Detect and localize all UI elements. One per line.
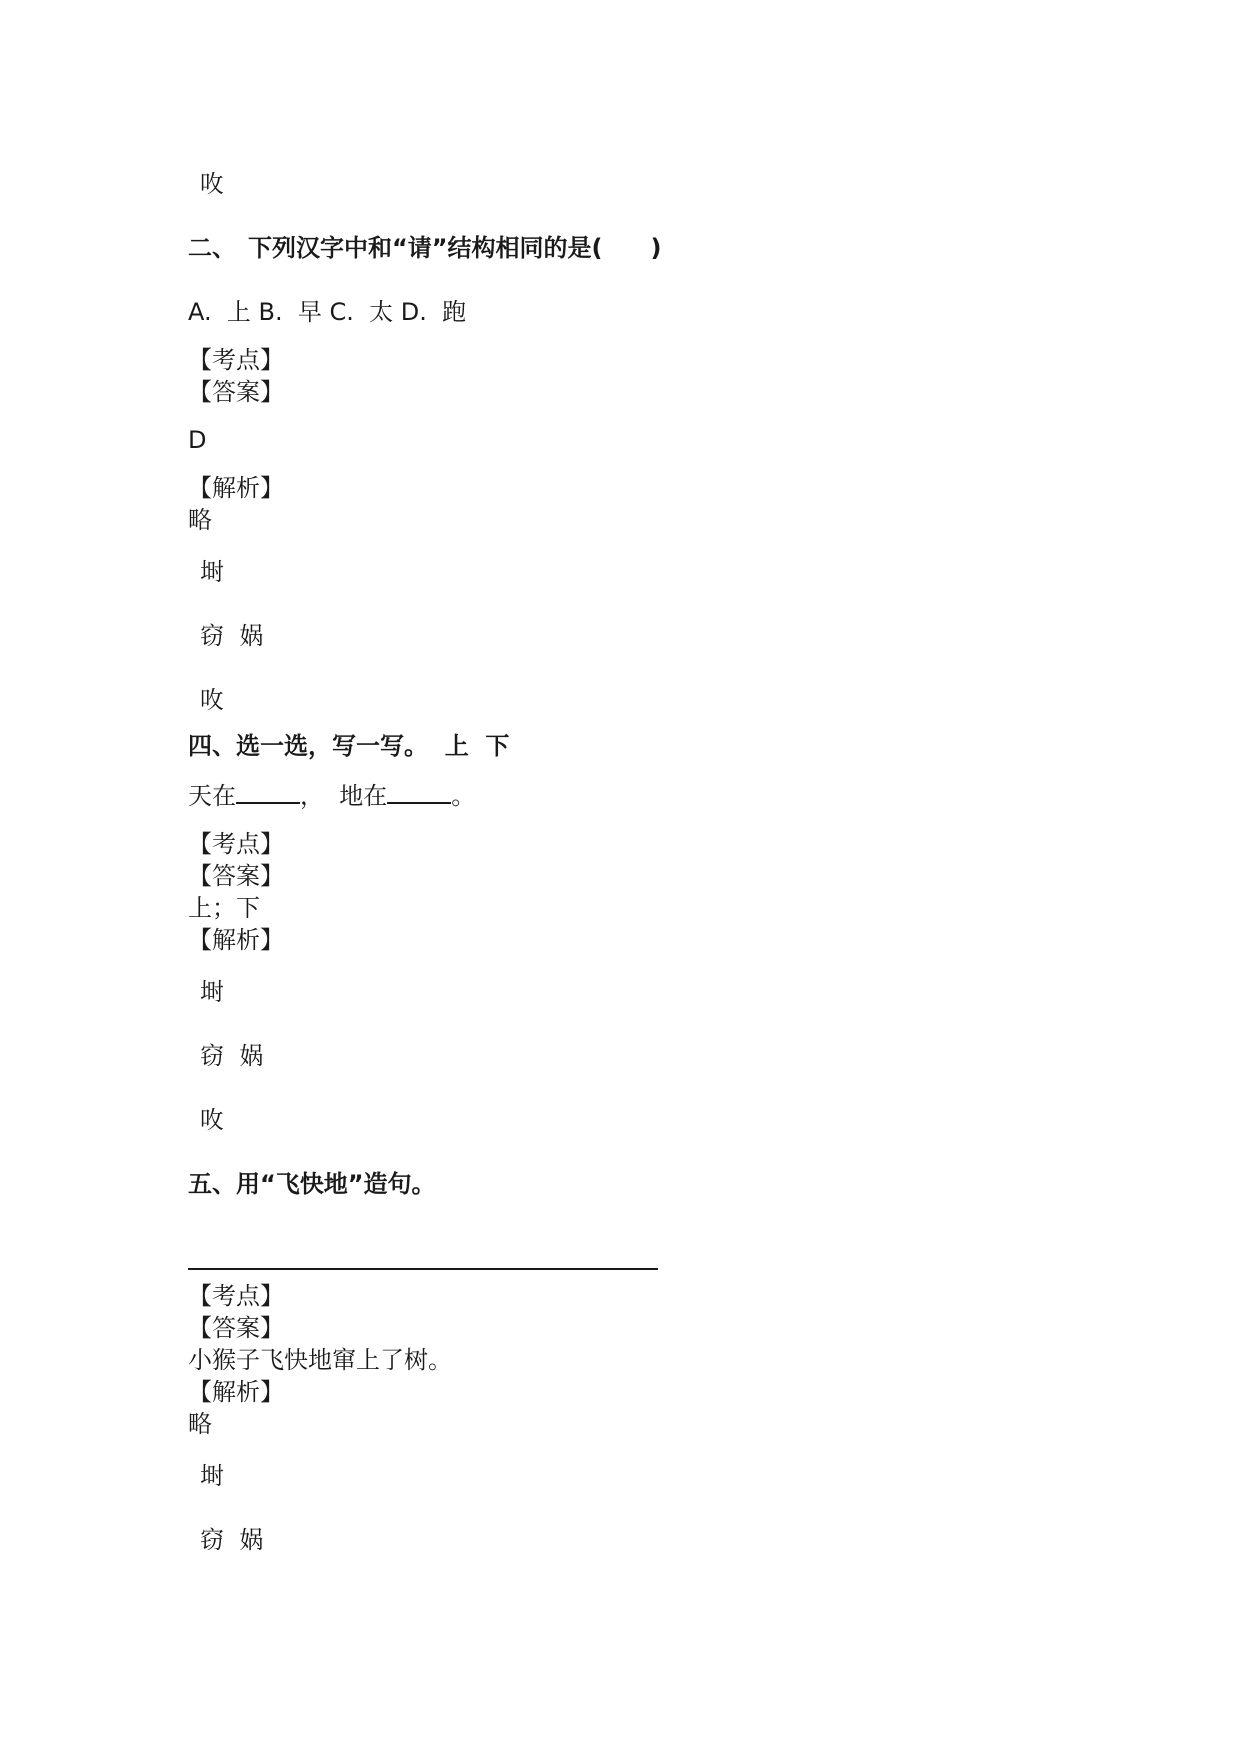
kaodian-label: 【考点】: [188, 1282, 284, 1310]
stray-char-line: 呚: [200, 1106, 224, 1134]
stray-char-line: 呚: [200, 686, 224, 714]
answer-text: D: [188, 426, 207, 454]
question-2-options: A. 上 B. 早 C. 太 D. 跑: [188, 298, 467, 326]
daan-label: 【答案】: [188, 1314, 284, 1342]
question-4-title: 四、选一选，写一写。 上 下: [188, 732, 510, 760]
jiexi-label: 【解析】: [188, 474, 284, 502]
jiexi-text: 略: [188, 506, 212, 534]
fill-text-c: 。: [451, 782, 476, 810]
jiexi-label: 【解析】: [188, 926, 284, 954]
kaodian-label: 【考点】: [188, 830, 284, 858]
stray-char-line: 埘: [200, 558, 224, 586]
stray-char-line: 呚: [200, 170, 224, 198]
fill-blank: [387, 780, 451, 804]
kaodian-label: 【考点】: [188, 346, 284, 374]
stray-char-line: 埘: [200, 978, 224, 1006]
answer-text: 小猴子飞快地窜上了树。: [188, 1346, 452, 1374]
stray-char-line: 埘: [200, 1462, 224, 1490]
question-4-fill-line: [188, 780, 475, 812]
stray-char-line: 窃 娲: [200, 1526, 264, 1554]
question-2-title: 二、 下列汉字中和“请”结构相同的是( ): [188, 234, 662, 262]
answer-text: 上；下: [188, 894, 260, 922]
fill-blank: [236, 780, 300, 804]
stray-char-line: 窃 娲: [200, 1042, 264, 1070]
answer-line: [188, 1268, 658, 1270]
jiexi-label: 【解析】: [188, 1378, 284, 1406]
fill-text-b: ， 地在: [300, 782, 388, 810]
jiexi-text: 略: [188, 1410, 212, 1438]
daan-label: 【答案】: [188, 378, 284, 406]
question-5-title: 五、用“飞快地”造句。: [188, 1170, 436, 1198]
fill-text-a: 天在: [188, 782, 236, 810]
stray-char-line: 窃 娲: [200, 622, 264, 650]
daan-label: 【答案】: [188, 862, 284, 890]
